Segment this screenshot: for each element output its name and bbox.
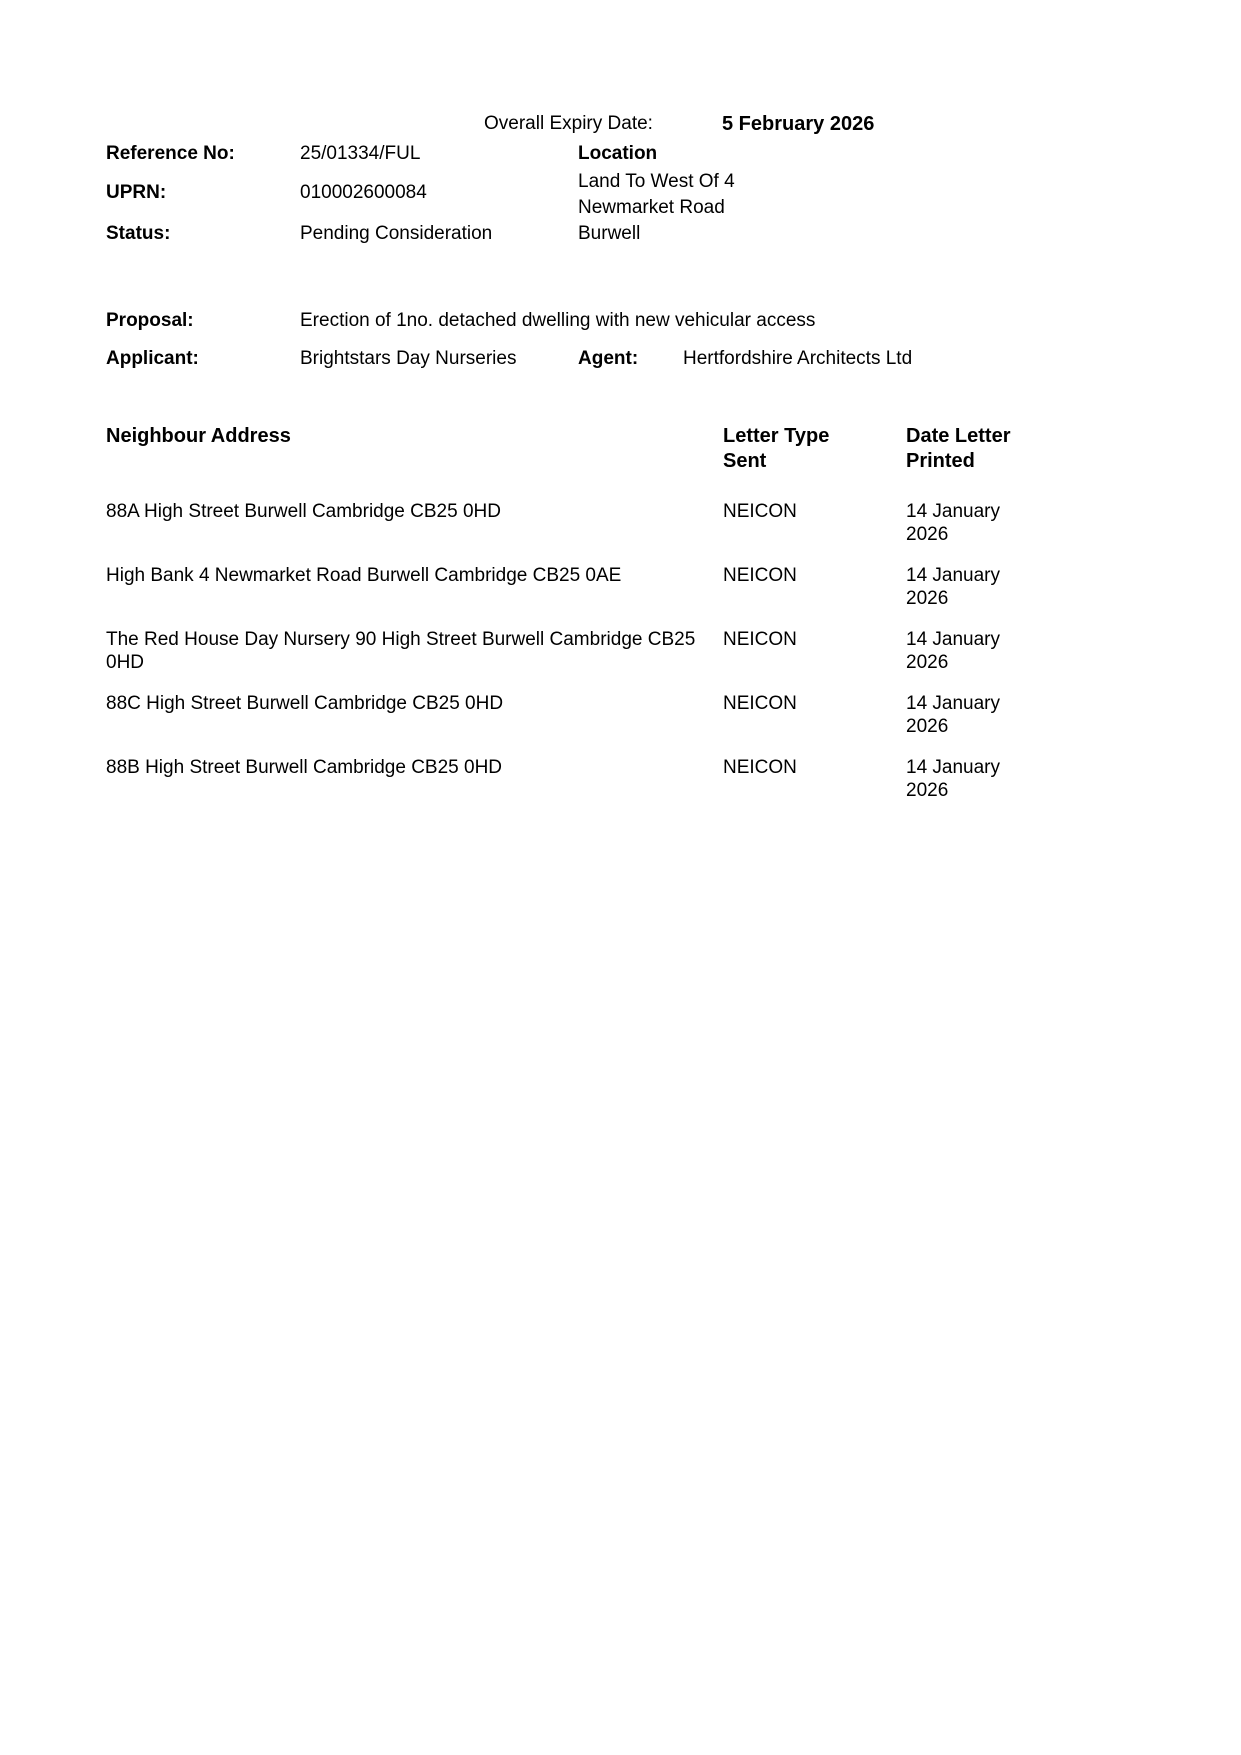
row-date-printed: 14 January 2026 bbox=[906, 757, 1001, 801]
applicant-value: Brightstars Day Nurseries bbox=[300, 348, 517, 369]
header-neighbour-address: Neighbour Address bbox=[106, 425, 291, 447]
table-row bbox=[106, 628, 1146, 674]
proposal-value: Erection of 1no. detached dwelling with new vehicular access bbox=[300, 310, 816, 331]
header-date-letter-printed: Date Letter Printed bbox=[906, 425, 1011, 472]
table-row bbox=[106, 756, 1146, 802]
status-label: Status: bbox=[106, 223, 171, 244]
location-line-3: Burwell bbox=[578, 223, 641, 244]
overall-expiry-date-label: Overall Expiry Date: bbox=[484, 113, 653, 134]
location-line-1: Land To West Of 4 bbox=[578, 171, 735, 192]
row-date-printed: 14 January 2026 bbox=[906, 501, 1001, 545]
row-date-printed: 14 January 2026 bbox=[906, 693, 1001, 737]
row-address: 88B High Street Burwell Cambridge CB25 0HD bbox=[106, 757, 503, 778]
applicant-label: Applicant: bbox=[106, 348, 199, 369]
reference-no-value: 25/01334/FUL bbox=[300, 143, 421, 164]
agent-label: Agent: bbox=[578, 348, 639, 369]
neighbour-table-header bbox=[106, 424, 1146, 474]
location-line-2: Newmarket Road bbox=[578, 197, 725, 218]
row-address: The Red House Day Nursery 90 High Street Burwell Cambridge CB25 0HD bbox=[106, 629, 696, 673]
row-address: 88A High Street Burwell Cambridge CB25 0HD bbox=[106, 501, 501, 522]
row-date-printed: 14 January 2026 bbox=[906, 565, 1001, 609]
location-label: Location bbox=[578, 143, 658, 164]
table-row bbox=[106, 564, 1146, 610]
proposal-label: Proposal: bbox=[106, 310, 194, 331]
table-row bbox=[106, 500, 1146, 546]
reference-no-label: Reference No: bbox=[106, 143, 235, 164]
row-address: High Bank 4 Newmarket Road Burwell Cambridge CB25 0AE bbox=[106, 565, 622, 586]
row-letter-type: NEICON bbox=[723, 565, 797, 586]
row-letter-type: NEICON bbox=[723, 501, 797, 522]
row-letter-type: NEICON bbox=[723, 629, 797, 650]
row-date-printed: 14 January 2026 bbox=[906, 629, 1001, 673]
row-letter-type: NEICON bbox=[723, 757, 797, 778]
agent-value: Hertfordshire Architects Ltd bbox=[683, 348, 913, 369]
location-value bbox=[578, 169, 838, 247]
row-address: 88C High Street Burwell Cambridge CB25 0HD bbox=[106, 693, 504, 714]
status-value: Pending Consideration bbox=[300, 223, 493, 244]
table-row bbox=[106, 692, 1146, 738]
neighbour-table bbox=[106, 424, 1146, 820]
overall-expiry-date-value: 5 February 2026 bbox=[722, 113, 875, 135]
header-letter-type-sent: Letter Type Sent bbox=[723, 425, 830, 472]
uprn-value: 010002600084 bbox=[300, 182, 427, 203]
row-letter-type: NEICON bbox=[723, 693, 797, 714]
uprn-label: UPRN: bbox=[106, 182, 167, 203]
